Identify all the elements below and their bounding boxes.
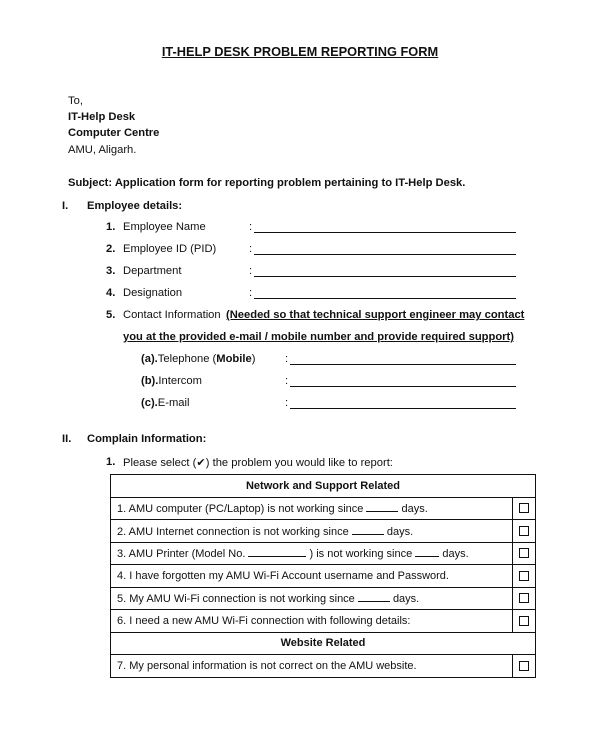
- problem-blank-field[interactable]: [248, 546, 306, 557]
- problem-table: [110, 474, 536, 678]
- network-support-header-row: [111, 475, 536, 498]
- problem-checkbox[interactable]: [519, 503, 529, 513]
- telephone-field[interactable]: [290, 354, 516, 365]
- employee-name-label: Employee Name: [123, 221, 206, 233]
- telephone-row: [141, 353, 255, 365]
- checkbox-cell: [513, 655, 536, 678]
- problem-row: [111, 497, 536, 520]
- field-number: 3.: [106, 265, 116, 277]
- problem-row: [111, 565, 536, 588]
- field-separator: :: [285, 397, 289, 409]
- field-separator: :: [249, 265, 253, 277]
- employee-id-label: Employee ID (PID): [123, 243, 217, 255]
- department-label: Department: [123, 265, 182, 277]
- problem-text-part: AMU computer (PC/Laptop) is not working since: [128, 503, 364, 516]
- checkbox-cell: [513, 587, 536, 610]
- intercom-row: [141, 375, 202, 387]
- sub-prefix: (a).: [141, 353, 158, 365]
- department-field[interactable]: [254, 266, 516, 277]
- field-separator: :: [249, 221, 253, 233]
- problem-text-part: ) is not working since: [309, 548, 413, 561]
- problem-row: [111, 610, 536, 633]
- section-2-numeral: II.: [62, 433, 72, 445]
- field-separator: :: [285, 353, 289, 365]
- problem-text-part: My personal information is not correct on the AMU website.: [129, 659, 417, 672]
- problem-text: [111, 610, 513, 633]
- field-number: 5.: [106, 309, 116, 321]
- problem-number: 3.: [117, 548, 129, 561]
- problem-text-part: My AMU Wi-Fi connection is not working since: [129, 593, 355, 606]
- problem-number: 5.: [117, 593, 130, 606]
- problem-text: [111, 542, 513, 565]
- contact-information-label: Contact Information: [123, 309, 221, 321]
- problem-text-part: AMU Printer (Model No.: [128, 548, 246, 561]
- email-row: [141, 397, 189, 409]
- designation-field[interactable]: [254, 288, 516, 299]
- intercom-field[interactable]: [290, 376, 516, 387]
- problem-number: 1.: [117, 503, 129, 516]
- field-number: 1.: [106, 221, 116, 233]
- field-number: 4.: [106, 287, 116, 299]
- checkbox-cell: [513, 497, 536, 520]
- checkbox-cell: [513, 565, 536, 588]
- problem-number: 2.: [117, 525, 129, 538]
- section-1-heading: Employee details:: [87, 200, 183, 212]
- checkbox-cell: [513, 520, 536, 543]
- instruction-number: 1.: [106, 456, 116, 468]
- problem-text-part: days.: [401, 503, 428, 516]
- checkbox-cell: [513, 610, 536, 633]
- employee-name-field[interactable]: [254, 222, 516, 233]
- field-number: 2.: [106, 243, 116, 255]
- problem-text-part: I have forgotten my AMU Wi-Fi Account username and Password.: [129, 569, 449, 582]
- problem-text: [111, 565, 513, 588]
- problem-blank-field[interactable]: [415, 546, 439, 557]
- problem-checkbox[interactable]: [519, 526, 529, 536]
- problem-checkbox[interactable]: [519, 593, 529, 603]
- problem-text: [111, 655, 513, 678]
- website-related-header-row: [111, 632, 536, 655]
- problem-row: [111, 520, 536, 543]
- contact-note-line-2: you at the provided e-mail / mobile number and provide required support): [123, 331, 514, 343]
- problem-text: [111, 497, 513, 520]
- problem-row: [111, 655, 536, 678]
- problem-text: [111, 520, 513, 543]
- problem-checkbox[interactable]: [519, 571, 529, 581]
- problem-blank-field[interactable]: [352, 524, 384, 535]
- sub-prefix: (c).: [141, 397, 158, 409]
- problem-row: [111, 587, 536, 610]
- address-to: To,: [68, 95, 83, 107]
- problem-number: 4.: [117, 569, 130, 582]
- section-2-heading: Complain Information:: [87, 433, 207, 445]
- field-separator: :: [249, 243, 253, 255]
- website-related-header: Website Related: [111, 632, 536, 655]
- problem-text-part: I need a new AMU Wi-Fi connection with following details:: [129, 614, 411, 627]
- field-separator: :: [285, 375, 289, 387]
- network-support-header: Network and Support Related: [111, 475, 536, 498]
- problem-blank-field[interactable]: [358, 591, 390, 602]
- problem-checkbox[interactable]: [519, 616, 529, 626]
- sub-prefix: (b).: [141, 375, 159, 387]
- telephone-label-bold: Mobile: [216, 353, 252, 365]
- designation-label: Designation: [123, 287, 183, 299]
- contact-note-line-1: (Needed so that technical support engineer may contact: [226, 309, 525, 321]
- subject-line: Subject: Application form for reporting problem pertaining to IT-Help Desk.: [68, 177, 466, 189]
- problem-checkbox[interactable]: [519, 548, 529, 558]
- email-field[interactable]: [290, 398, 516, 409]
- checkbox-cell: [513, 542, 536, 565]
- address-line-2: Computer Centre: [68, 127, 160, 139]
- problem-blank-field[interactable]: [366, 501, 398, 512]
- intercom-label: Intercom: [158, 375, 202, 387]
- telephone-label-post: ): [251, 353, 256, 365]
- problem-row: [111, 542, 536, 565]
- problem-text-part: AMU Internet connection is not working since: [128, 525, 349, 538]
- telephone-label-pre: Telephone (: [157, 353, 217, 365]
- email-label: E-mail: [157, 397, 190, 409]
- problem-number: 7.: [117, 659, 130, 672]
- problem-number: 6.: [117, 614, 130, 627]
- problem-text-part: days.: [392, 593, 420, 606]
- form-title: IT-HELP DESK PROBLEM REPORTING FORM: [161, 44, 439, 59]
- address-line-1: IT-Help Desk: [68, 111, 136, 123]
- field-separator: :: [249, 287, 253, 299]
- problem-text: [111, 587, 513, 610]
- problem-text-part: days.: [386, 525, 414, 538]
- instruction-text: Please select (✔) the problem you would like to report:: [123, 457, 393, 469]
- employee-id-field[interactable]: [254, 244, 516, 255]
- section-1-numeral: I.: [62, 200, 69, 212]
- problem-checkbox[interactable]: [519, 661, 529, 671]
- address-line-3: AMU, Aligarh.: [68, 144, 137, 156]
- problem-text-part: days.: [442, 548, 469, 561]
